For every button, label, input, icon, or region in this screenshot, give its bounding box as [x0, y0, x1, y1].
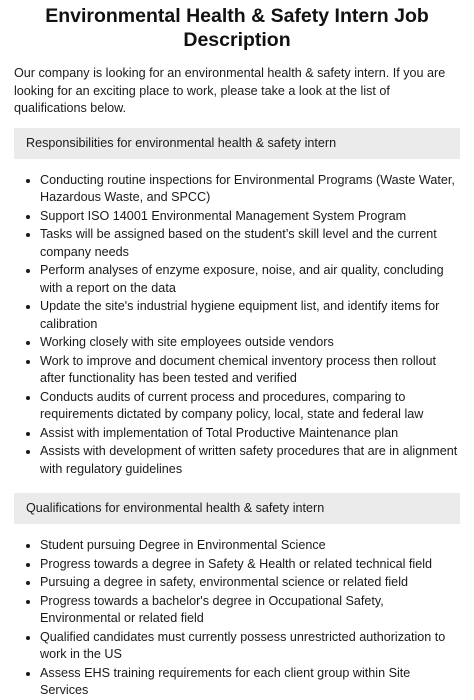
list-item: Working closely with site employees outside vendors — [40, 334, 460, 352]
list-item: Tasks will be assigned based on the student’s skill level and the current company needs — [40, 226, 460, 261]
list-item: Perform analyses of enzyme exposure, noise, and air quality, concluding with a report on the data — [40, 262, 460, 297]
list-item: Student pursuing Degree in Environmental Science — [40, 537, 460, 555]
list-item: Assess EHS training requirements for each client group within Site Services — [40, 665, 460, 700]
list-item: Assists with development of written safety procedures that are in alignment with regulatory guidelines — [40, 443, 460, 478]
list-item: Assist with implementation of Total Productive Maintenance plan — [40, 425, 460, 443]
list-item: Pursuing a degree in safety, environmental science or related field — [40, 574, 460, 592]
responsibilities-list — [14, 172, 460, 479]
qualifications-list — [14, 537, 460, 700]
list-item: Qualified candidates must currently possess unrestricted authorization to work in the US — [40, 629, 460, 664]
list-item: Progress towards a degree in Safety & Health or related technical field — [40, 556, 460, 574]
list-item: Progress towards a bachelor's degree in Occupational Safety, Environmental or related field — [40, 593, 460, 628]
qualifications-heading: Qualifications for environmental health & safety intern — [14, 493, 460, 524]
list-item: Update the site's industrial hygiene equipment list, and identify items for calibration — [40, 298, 460, 333]
responsibilities-heading: Responsibilities for environmental health & safety intern — [14, 128, 460, 159]
list-item: Work to improve and document chemical inventory process then rollout after functionality has been tested and verified — [40, 353, 460, 388]
list-item: Conducts audits of current process and procedures, comparing to requirements dictated by company policy, local, state and federal law — [40, 389, 460, 424]
intro-paragraph: Our company is looking for an environmental health & safety intern. If you are looking for an exciting place to work, please take a look at the list of qualifications below. — [14, 66, 446, 115]
list-item: Conducting routine inspections for Environmental Programs (Waste Water, Hazardous Waste, and SPCC) — [40, 172, 460, 207]
page-title: Environmental Health & Safety Intern Job Description — [45, 5, 429, 51]
list-item: Support ISO 14001 Environmental Management System Program — [40, 208, 460, 226]
